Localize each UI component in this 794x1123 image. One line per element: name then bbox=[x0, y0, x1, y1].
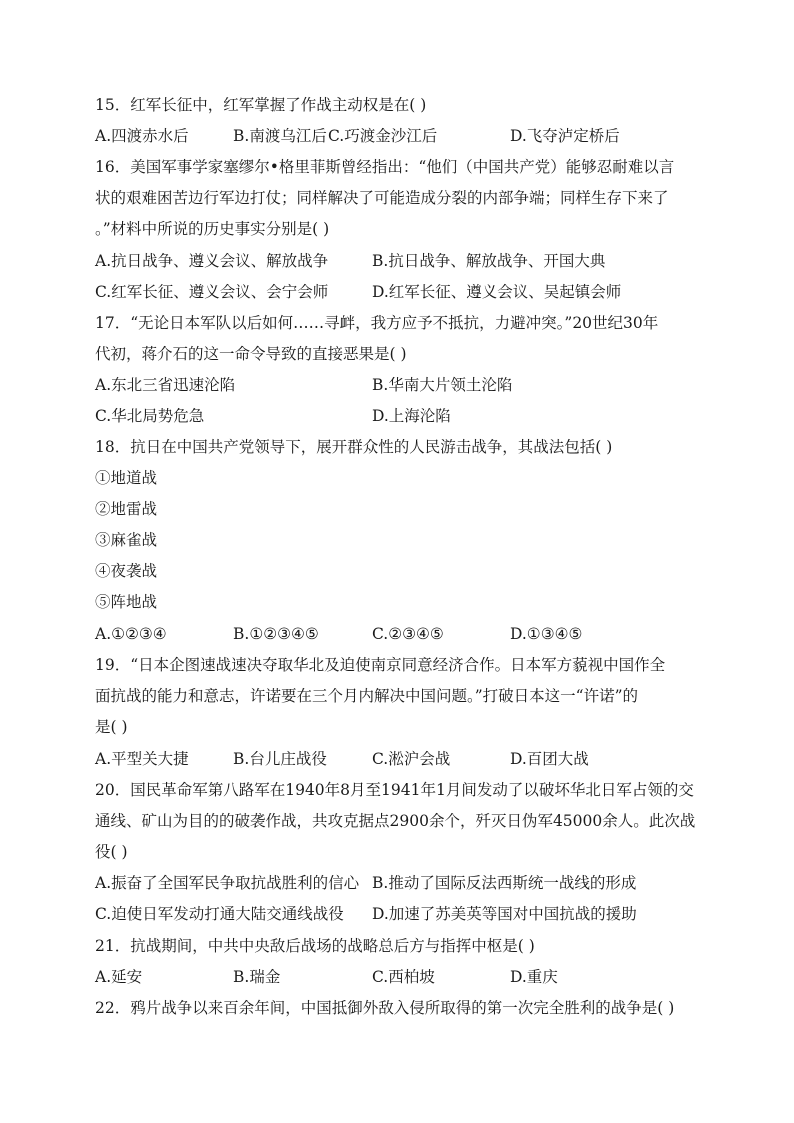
question-18-item-1: ①地道战 bbox=[95, 469, 158, 487]
question-19-stem-line-3: 是( ) bbox=[95, 718, 128, 736]
question-15-option-b: B.南渡乌江后 bbox=[233, 127, 327, 145]
question-16-stem-line-1: 16．美国军事学家塞缪尔•格里菲斯曾经指出：“他们（中国共产党）能够忍耐难以言 bbox=[95, 158, 675, 176]
question-18-item-3: ③麻雀战 bbox=[95, 531, 158, 549]
question-19-stem-line-2: 面抗战的能力和意志，许诺要在三个月内解决中国问题。”打破日本这一“许诺”的 bbox=[95, 687, 639, 705]
question-15-option-a: A.四渡赤水后 bbox=[95, 127, 189, 145]
question-22-stem: 22．鸦片战争以来百余年间，中国抵御外敌入侵所取得的第一次完全胜利的战争是( ) bbox=[95, 999, 675, 1017]
question-15-option-d: D.飞夺泸定桥后 bbox=[510, 127, 620, 145]
question-16-option-a: A.抗日战争、遵义会议、解放战争 bbox=[95, 252, 329, 270]
question-16-option-b: B.抗日战争、解放战争、开国大典 bbox=[372, 252, 606, 270]
question-16-option-c: C.红军长征、遵义会议、会宁会师 bbox=[95, 283, 329, 301]
question-21-option-d: D.重庆 bbox=[510, 968, 558, 986]
question-18-item-5: ⑤阵地战 bbox=[95, 593, 158, 611]
question-19-option-b: B.台儿庄战役 bbox=[233, 750, 327, 768]
question-18-item-2: ②地雷战 bbox=[95, 500, 158, 518]
question-16-option-d: D.红军长征、遵义会议、吴起镇会师 bbox=[372, 283, 622, 301]
question-21-option-a: A.延安 bbox=[95, 968, 143, 986]
question-17-option-a: A.东北三省迅速沦陷 bbox=[95, 376, 236, 394]
question-18-option-a: A.①②③④ bbox=[95, 625, 167, 643]
question-20-option-b: B.推动了国际反法西斯统一战线的形成 bbox=[372, 874, 637, 892]
question-20-option-d: D.加速了苏美英等国对中国抗战的援助 bbox=[372, 905, 637, 923]
question-16-stem-line-3: 。”材料中所说的历史事实分别是( ) bbox=[95, 220, 330, 238]
question-19-option-a: A.平型关大捷 bbox=[95, 750, 189, 768]
question-21-stem: 21．抗战期间，中共中央敌后战场的战略总后方与指挥中枢是( ) bbox=[95, 937, 535, 955]
question-21-option-c: C.西柏坡 bbox=[372, 968, 435, 986]
question-18-option-c: C.②③④⑤ bbox=[372, 625, 444, 643]
question-19-option-c: C.淞沪会战 bbox=[372, 750, 451, 768]
question-19-stem-line-1: 19．“日本企图速战速决夺取华北及迫使南京同意经济合作。日本军方藐视中国作全 bbox=[95, 656, 666, 674]
question-19-option-d: D.百团大战 bbox=[510, 750, 589, 768]
question-18-option-b: B.①②③④⑤ bbox=[233, 625, 319, 643]
question-18-item-4: ④夜袭战 bbox=[95, 562, 158, 580]
question-21-option-b: B.瑞金 bbox=[233, 968, 281, 986]
question-17-option-c: C.华北局势危急 bbox=[95, 407, 205, 425]
question-20-stem-line-2: 通线、矿山为目的的破袭作战，共攻克据点2900余个，歼灭日伪军45000余人。此次战 bbox=[95, 812, 696, 830]
question-20-stem-line-3: 役( ) bbox=[95, 843, 128, 861]
question-16-stem-line-2: 状的艰难困苦边行军边打仗；同样解决了可能造成分裂的内部争端；同样生存下来了 bbox=[95, 189, 669, 207]
question-15-stem: 15．红军长征中，红军掌握了作战主动权是在( ) bbox=[95, 96, 427, 114]
question-17-option-d: D.上海沦陷 bbox=[372, 407, 451, 425]
question-17-option-b: B.华南大片领土沦陷 bbox=[372, 376, 513, 394]
question-18-option-d: D.①③④⑤ bbox=[510, 625, 583, 643]
question-18-stem: 18．抗日在中国共产党领导下，展开群众性的人民游击战争，其战法包括( ) bbox=[95, 438, 613, 456]
question-20-option-a: A.振奋了全国军民争取抗战胜利的信心 bbox=[95, 874, 360, 892]
question-17-stem-line-2: 代初，蒋介石的这一命令导致的直接恶果是( ) bbox=[95, 345, 407, 363]
question-20-stem-line-1: 20．国民革命军第八路军在1940年8月至1941年1月间发动了以破坏华北日军占领的交 bbox=[95, 781, 694, 799]
question-17-stem-line-1: 17．“无论日本军队以后如何……寻衅，我方应予不抵抗，力避冲突。”20世纪30年 bbox=[95, 314, 659, 332]
question-15-option-c: C.巧渡金沙江后 bbox=[328, 127, 438, 145]
question-20-option-c: C.迫使日军发动打通大陆交通线战役 bbox=[95, 905, 344, 923]
